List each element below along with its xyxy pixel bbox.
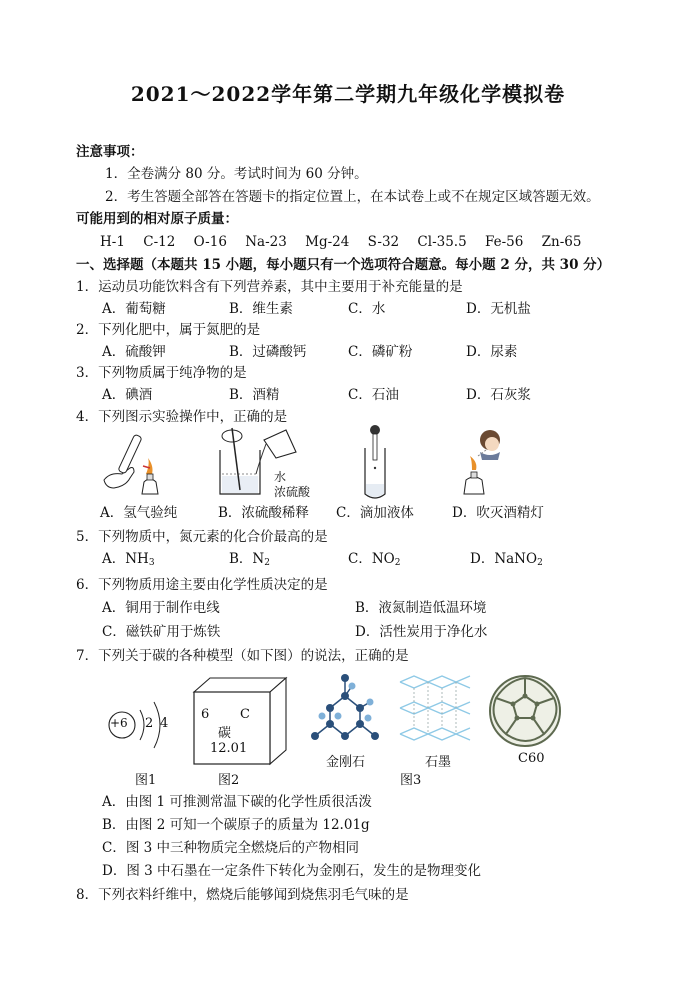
q4-figure-c-dropper [355, 424, 395, 502]
notice-item-1: 1．全卷满分 80 分。考试时间为 60 分钟。 [105, 166, 368, 182]
q5-option-a[interactable] [102, 550, 155, 572]
q4-option-d[interactable]: D．吹灭酒精灯 [452, 505, 544, 521]
section-1-heading: 一、选择题（本题共 15 小题，每小题只有一个选项符合题意。每小题 2 分，共 30 分） [76, 257, 611, 273]
question-1-stem: 1．运动员功能饮料含有下列营养素，其中主要用于补充能量的是 [76, 279, 463, 295]
fig3-caption: 图3 [400, 773, 422, 788]
fig1-nucleus-label: +6 [110, 716, 128, 730]
mass-c: C-12 [143, 234, 176, 250]
fig3-graphite-caption: 石墨 [425, 755, 452, 770]
fig3-c60-caption: C60 [518, 751, 545, 766]
q5-option-c-text: C．NO [348, 551, 395, 567]
q4-option-c[interactable]: C．滴加液体 [336, 505, 414, 521]
question-7-stem: 7．下列关于碳的各种模型（如下图）的说法，正确的是 [76, 648, 409, 664]
q6-option-c[interactable]: C．磁铁矿用于炼铁 [102, 624, 221, 640]
q5-option-d[interactable] [470, 550, 543, 572]
q5-option-a-text: A．NH [102, 551, 149, 567]
q6-option-a[interactable]: A．铜用于制作电线 [102, 600, 220, 616]
q5-option-c[interactable] [348, 550, 400, 572]
q5-option-b[interactable] [229, 550, 270, 572]
question-6-stem: 6．下列物质用途主要由化学性质决定的是 [76, 577, 328, 593]
mass-o: O-16 [193, 234, 227, 250]
fig3-diamond-caption: 金刚石 [326, 755, 366, 770]
q6-option-b[interactable]: B．液氮制造低温环境 [355, 600, 487, 616]
mass-s: S-32 [367, 234, 400, 250]
q3-option-c[interactable]: C．石油 [348, 387, 399, 403]
fig2-name: 碳 [218, 726, 232, 741]
fig3-graphite-model [394, 672, 474, 748]
fig1-shell-1: 2 [145, 716, 154, 731]
q7-option-b[interactable]: B．由图 2 可知一个碳原子的质量为 12.01g [102, 817, 370, 833]
q4-option-b[interactable]: B．浓硫酸稀释 [218, 505, 309, 521]
q1-option-d[interactable]: D．无机盐 [466, 301, 531, 317]
fig2-atomic-number: 6 [201, 707, 210, 722]
q4-option-a[interactable]: A．氢气验纯 [100, 505, 178, 521]
fig1-caption: 图1 [135, 773, 157, 788]
question-2-stem: 2．下列化肥中，属于氮肥的是 [76, 322, 261, 338]
q3-option-d[interactable]: D．石灰浆 [466, 387, 531, 403]
q2-option-c[interactable]: C．磷矿粉 [348, 344, 413, 360]
mass-h: H-1 [100, 234, 125, 250]
question-8-stem: 8．下列衣料纤维中，燃烧后能够闻到烧焦羽毛气味的是 [76, 887, 409, 903]
q3-option-a[interactable]: A．碘酒 [102, 387, 153, 403]
q6-option-d[interactable]: D．活性炭用于净化水 [355, 624, 488, 640]
fig3-diamond-model [300, 672, 390, 748]
fig2-mass: 12.01 [210, 741, 248, 756]
q2-option-d[interactable]: D．尿素 [466, 344, 518, 360]
fig3-c60-model [486, 672, 564, 750]
q4-figure-a-hydrogen-test [100, 428, 180, 498]
q4-figure-d-blow-lamp [450, 426, 530, 500]
q4-label-acid: 浓硫酸 [274, 485, 311, 499]
q5-option-b-text: B．N [229, 551, 265, 567]
atomic-mass-heading: 可能用到的相对原子质量： [76, 211, 238, 227]
q1-option-c[interactable]: C．水 [348, 301, 386, 317]
question-5-stem: 5．下列物质中，氮元素的化合价最高的是 [76, 529, 328, 545]
q7-option-c[interactable]: C．图 3 中三种物质完全燃烧后的产物相同 [102, 840, 360, 856]
q4-label-water: 水 [274, 470, 287, 484]
q2-option-b[interactable]: B．过磷酸钙 [229, 344, 307, 360]
q2-option-a[interactable]: A．硫酸钾 [102, 344, 166, 360]
q5-option-d-text: D．NaNO [470, 551, 538, 567]
atomic-mass-values [100, 233, 581, 251]
mass-cl: Cl-35.5 [417, 234, 467, 250]
q5-option-b-sub: 2 [264, 558, 270, 568]
fig2-symbol: C [240, 707, 250, 722]
question-3-stem: 3．下列物质属于纯净物的是 [76, 365, 247, 381]
page-title: 2021～2022学年第二学期九年级化学模拟卷 [130, 82, 566, 106]
question-4-stem: 4．下列图示实验操作中，正确的是 [76, 409, 288, 425]
q1-option-b[interactable]: B．维生素 [229, 301, 293, 317]
mass-mg: Mg-24 [305, 234, 350, 250]
notice-heading: 注意事项： [76, 144, 144, 160]
q7-option-d[interactable]: D．图 3 中石墨在一定条件下转化为金刚石，发生的是物理变化 [102, 863, 481, 879]
q5-option-c-sub: 2 [394, 558, 401, 568]
q7-option-a[interactable]: A．由图 1 可推测常温下碳的化学性质很活泼 [102, 794, 372, 810]
mass-na: Na-23 [245, 234, 287, 250]
q5-option-a-sub: 3 [148, 558, 155, 568]
mass-fe: Fe-56 [485, 234, 524, 250]
fig2-caption: 图2 [218, 773, 240, 788]
q5-option-d-sub: 2 [537, 558, 543, 568]
q3-option-b[interactable]: B．酒精 [229, 387, 280, 403]
mass-zn: Zn-65 [541, 234, 582, 250]
q1-option-a[interactable]: A．葡萄糖 [102, 301, 166, 317]
notice-item-2: 2．考生答题全部答在答题卡的指定位置上，在本试卷上或不在规定区域答题无效。 [105, 189, 600, 205]
fig1-shell-2: 4 [160, 716, 169, 731]
